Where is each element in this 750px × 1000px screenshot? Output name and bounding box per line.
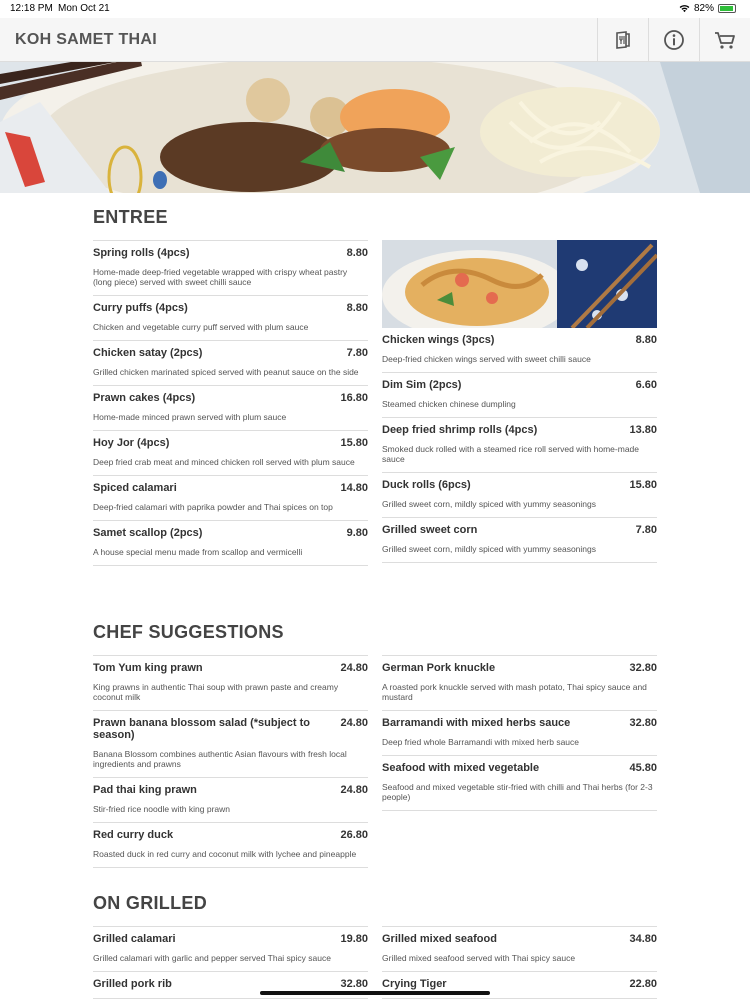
menu-item[interactable] [382,927,657,972]
menu-item[interactable] [382,518,657,563]
menu-item[interactable] [93,521,368,566]
item-description: Grilled mixed seafood served with Thai spicy sauce [382,953,576,963]
item-name: German Pork knuckle [382,662,496,674]
item-name: Grilled sweet corn [382,524,478,536]
item-name: Red curry duck [93,829,174,841]
cart-button[interactable] [699,18,750,62]
menu-item[interactable] [93,778,368,823]
item-price: 13.80 [629,424,657,436]
menu-item[interactable] [382,756,657,811]
menu-item[interactable] [382,473,657,518]
item-price: 32.80 [340,978,368,990]
item-description: Grilled sweet corn, mildly spiced with yummy seasonings [382,544,596,554]
item-price: 32.80 [629,662,657,674]
item-description: Grilled calamari with garlic and pepper served Thai spicy sauce [93,953,331,963]
item-description: Seafood and mixed vegetable stir-fried with chilli and Thai herbs (for 2-3 people) [382,782,653,802]
item-name: Duck rolls (6pcs) [382,479,471,491]
item-description: Deep fried whole Barramandi with mixed herb sauce [382,737,580,747]
menu-item[interactable] [382,711,657,756]
item-description: Roasted duck in red curry and coconut milk with lychee and pineapple [93,849,357,859]
menu-book-icon [613,30,633,50]
menu-item[interactable] [382,656,657,711]
item-name: Grilled mixed seafood [382,933,497,945]
grilled-right-column [382,926,657,999]
item-name: Seafood with mixed vegetable [382,762,540,774]
app-header [0,18,750,62]
menu-item[interactable] [93,241,368,296]
battery-icon [718,4,736,13]
hero-food-image [0,62,750,193]
item-description: Deep-fried chicken wings served with sweet chilli sauce [382,354,591,364]
menu-item[interactable] [93,431,368,476]
item-price: 7.80 [635,524,657,536]
menu-item[interactable] [93,927,368,972]
item-price: 8.80 [346,247,368,259]
menu-item[interactable] [93,656,368,711]
item-name: Grilled pork rib [93,978,172,990]
item-price: 22.80 [629,978,657,990]
battery-percent: 82% [693,3,714,14]
item-price: 7.80 [346,347,368,359]
info-icon [663,29,685,51]
item-description: Steamed chicken chinese dumpling [382,399,516,409]
item-price: 6.60 [635,379,657,391]
item-price: 19.80 [340,933,368,945]
item-price: 24.80 [340,784,368,796]
item-name: Deep fried shrimp rolls (4pcs) [382,424,538,436]
item-price: 8.80 [346,302,368,314]
info-button[interactable] [648,18,699,62]
menu-item[interactable] [93,711,368,778]
chef-left-column [93,655,368,868]
item-name: Dim Sim (2pcs) [382,379,462,391]
restaurant-title: KOH SAMET THAI [15,31,157,48]
item-price: 16.80 [340,392,368,404]
item-name: Prawn banana blossom salad (*subject to season) [93,717,310,741]
item-description: A roasted pork knuckle served with mash potato, Thai spicy sauce and mustard [382,682,647,702]
item-description: Deep fried crab meat and minced chicken roll served with plum sauce [93,457,355,467]
menu-item[interactable] [382,418,657,473]
status-date: Mon Oct 21 [58,3,110,14]
item-price: 15.80 [629,479,657,491]
item-price: 34.80 [629,933,657,945]
item-name: Barramandi with mixed herbs sauce [382,717,571,729]
item-name: Samet scallop (2pcs) [93,527,203,539]
item-name: Chicken satay (2pcs) [93,347,203,359]
menu-item[interactable] [93,386,368,431]
menu-item[interactable] [93,296,368,341]
item-price: 14.80 [340,482,368,494]
chef-right-column [382,655,657,811]
item-price: 26.80 [340,829,368,841]
item-description: Grilled chicken marinated spiced served with peanut sauce on the side [93,367,359,377]
item-description: King prawns in authentic Thai soup with prawn paste and creamy coconut milk [93,682,339,702]
item-price: 45.80 [629,762,657,774]
item-description: A house special menu made from scallop and vermicelli [93,547,303,557]
item-name: Chicken wings (3pcs) [382,334,495,346]
item-name: Hoy Jor (4pcs) [93,437,170,449]
menu-book-button[interactable] [597,18,648,62]
wifi-icon [679,4,690,13]
item-price: 24.80 [340,662,368,674]
section-title-entree: ENTREE [93,207,168,227]
menu-item[interactable] [382,328,657,373]
item-name: Spring rolls (4pcs) [93,247,190,259]
entree-left-column [93,240,368,566]
status-bar [0,0,750,18]
item-description: Deep-fried calamari with paprika powder and Thai spices on top [93,502,333,512]
cart-icon [713,29,737,51]
pad-thai-photo [382,240,657,328]
item-description: Home-made deep-fried vegetable wrapped with crispy wheat pastry (long piece) served with sweet chilli sauce [93,267,348,287]
item-price: 15.80 [340,437,368,449]
item-price: 8.80 [635,334,657,346]
item-description: Chicken and vegetable curry puff served with plum sauce [93,322,309,332]
home-indicator[interactable] [260,991,490,995]
item-description: Grilled sweet corn, mildly spiced with yummy seasonings [382,499,596,509]
item-name: Pad thai king prawn [93,784,197,796]
entree-right-column [382,328,657,563]
item-name: Prawn cakes (4pcs) [93,392,196,404]
item-name: Grilled calamari [93,933,176,945]
item-description: Home-made minced prawn served with plum sauce [93,412,287,422]
item-name: Curry puffs (4pcs) [93,302,188,314]
menu-item[interactable] [93,823,368,868]
section-title-on-grilled: ON GRILLED [93,893,207,913]
item-name: Crying Tiger [382,978,447,990]
menu-item[interactable] [382,373,657,418]
item-name: Tom Yum king prawn [93,662,203,674]
item-price: 32.80 [629,717,657,729]
item-description: Smoked duck rolled with a steamed rice roll served with home-made sauce [382,444,640,464]
status-time: 12:18 PM [10,3,53,14]
grilled-left-column [93,926,368,999]
menu-item[interactable] [93,476,368,521]
item-description: Stir-fried rice noodle with king prawn [93,804,231,814]
item-price: 24.80 [340,717,368,729]
item-price: 9.80 [346,527,368,539]
menu-item[interactable] [93,341,368,386]
item-name: Spiced calamari [93,482,177,494]
item-description: Banana Blossom combines authentic Asian flavours with fresh local ingredients and prawns [93,749,347,769]
section-title-chef-suggestions: CHEF SUGGESTIONS [93,622,284,642]
